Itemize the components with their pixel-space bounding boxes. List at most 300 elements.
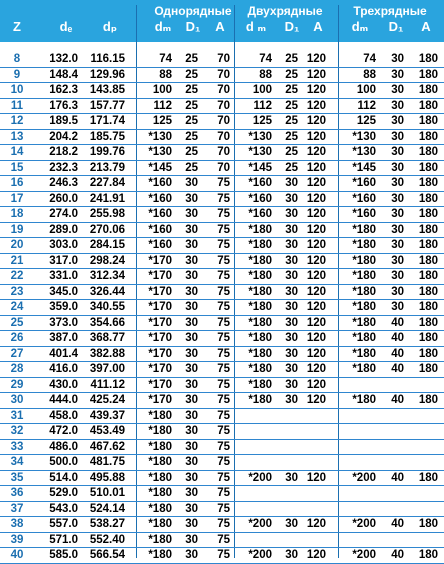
cell-de: 359.0: [49, 301, 78, 313]
cell-triple-a: 180: [418, 471, 438, 484]
col-de: dₑ: [59, 19, 73, 34]
cell-dp: 481.75: [89, 456, 125, 468]
cell-single-dm: *180: [148, 549, 172, 561]
table-row: [0, 192, 444, 208]
cell-double-dm: *200: [248, 518, 272, 530]
cell-triple-d1: 40: [391, 471, 404, 484]
cell-single-d1: 25: [185, 115, 198, 127]
cell-triple-dm: *160: [352, 208, 376, 220]
cell-z: 11: [10, 99, 24, 112]
cell-dp: 143.85: [89, 84, 125, 96]
col-single-a: A: [215, 19, 225, 34]
cell-dp: 298.24: [89, 254, 125, 267]
cell-single-dm: *160: [148, 208, 172, 220]
table-row: [0, 378, 444, 394]
cell-triple-d1: 30: [391, 68, 404, 81]
cell-single-a: 70: [217, 146, 230, 158]
table-row: [0, 285, 444, 301]
cell-dp: 241.91: [89, 192, 125, 205]
cell-double-dm: 100: [252, 84, 272, 96]
cell-single-dm: 100: [152, 84, 172, 96]
cell-double-d1: 30: [285, 394, 298, 406]
cell-single-dm: *170: [148, 394, 172, 406]
cell-single-dm: *180: [148, 471, 172, 484]
cell-double-a: 120: [306, 471, 326, 484]
cell-z: 21: [10, 254, 24, 267]
cell-double-dm: *160: [248, 208, 272, 220]
cell-triple-dm: *180: [352, 316, 376, 329]
cell-single-a: 70: [217, 53, 230, 65]
cell-double-d1: 30: [285, 177, 298, 189]
cell-z: 14: [10, 146, 24, 158]
cell-double-d1: 30: [285, 316, 298, 329]
cell-de: 303.0: [49, 239, 78, 251]
cell-single-d1: 30: [185, 487, 198, 499]
cell-triple-d1: 40: [391, 332, 404, 344]
cell-z: 32: [10, 425, 24, 437]
cell-dp: 129.96: [89, 68, 125, 81]
cell-triple-d1: 30: [391, 53, 404, 65]
table-row: [0, 502, 444, 518]
cell-single-a: 75: [217, 301, 230, 313]
cell-single-d1: 30: [185, 363, 198, 375]
cell-z: 26: [10, 332, 24, 344]
cell-de: 176.3: [49, 99, 78, 112]
cell-single-dm: *160: [148, 192, 172, 205]
cell-single-dm: 112: [153, 99, 172, 112]
cell-double-d1: 30: [285, 471, 298, 484]
cell-single-dm: *170: [148, 254, 172, 267]
cell-triple-a: 180: [418, 332, 438, 344]
cell-double-d1: 25: [285, 68, 298, 81]
cell-double-d1: 30: [285, 332, 298, 344]
cell-double-d1: 30: [285, 363, 298, 375]
cell-double-a: 120: [306, 239, 326, 251]
cell-single-dm: *180: [148, 518, 172, 530]
cell-triple-d1: 30: [391, 161, 404, 174]
cell-double-d1: 25: [285, 99, 298, 112]
cell-dp: 524.14: [89, 502, 125, 515]
cell-double-d1: 25: [285, 146, 298, 158]
cell-triple-d1: 30: [391, 177, 404, 189]
cell-triple-dm: *130: [352, 146, 376, 158]
cell-triple-a: 180: [418, 84, 438, 96]
cell-single-dm: *130: [148, 130, 172, 143]
cell-triple-dm: *200: [352, 549, 376, 561]
cell-de: 162.3: [49, 84, 78, 96]
table-row: [0, 533, 444, 549]
cell-double-d1: 30: [285, 549, 298, 561]
cell-double-d1: 25: [285, 53, 298, 65]
cell-triple-d1: 30: [391, 301, 404, 313]
cell-de: 387.0: [49, 332, 78, 344]
cell-triple-a: 180: [418, 347, 438, 360]
cell-double-a: 120: [306, 130, 326, 143]
col-double-d1: D₁: [284, 19, 300, 34]
cell-triple-d1: 30: [391, 270, 404, 282]
cell-triple-dm: *180: [352, 332, 376, 344]
cell-z: 37: [10, 502, 24, 515]
table-row: [0, 471, 444, 487]
cell-double-d1: 30: [285, 270, 298, 282]
cell-z: 40: [10, 549, 24, 561]
cell-double-dm: *180: [248, 270, 272, 282]
table-row: [0, 440, 444, 456]
cell-single-d1: 30: [185, 192, 198, 205]
cell-double-d1: 25: [285, 130, 298, 143]
cell-de: 529.0: [49, 487, 78, 499]
cell-triple-dm: *145: [352, 161, 376, 174]
cell-single-dm: *130: [148, 146, 172, 158]
cell-single-a: 75: [217, 316, 230, 329]
cell-single-dm: *180: [148, 409, 172, 422]
cell-single-a: 75: [217, 363, 230, 375]
cell-double-dm: *180: [248, 363, 272, 375]
cell-z: 36: [10, 487, 24, 499]
cell-single-a: 75: [217, 471, 230, 484]
cell-de: 543.0: [49, 502, 78, 515]
cell-de: 486.0: [49, 440, 78, 453]
cell-triple-d1: 30: [391, 146, 404, 158]
cell-single-dm: *170: [148, 285, 172, 298]
cell-triple-d1: 40: [391, 363, 404, 375]
cell-dp: 326.44: [89, 285, 125, 298]
cell-triple-d1: 40: [391, 394, 404, 406]
cell-double-dm: *160: [248, 177, 272, 189]
cell-triple-a: 180: [418, 239, 438, 251]
cell-double-d1: 30: [285, 285, 298, 298]
cell-z: 19: [10, 223, 24, 236]
cell-de: 472.0: [49, 425, 78, 437]
cell-triple-d1: 40: [391, 316, 404, 329]
cell-dp: 185.75: [89, 130, 125, 143]
col-dp: dₚ: [102, 19, 118, 34]
cell-dp: 495.88: [89, 471, 125, 484]
cell-double-a: 120: [306, 177, 326, 189]
cell-single-dm: 74: [159, 53, 172, 65]
cell-z: 20: [10, 239, 24, 251]
cell-triple-d1: 30: [391, 285, 404, 298]
cell-triple-a: 180: [418, 270, 438, 282]
cell-double-d1: 30: [285, 378, 298, 391]
table-row: [0, 161, 444, 177]
cell-double-dm: *180: [248, 394, 272, 406]
cell-z: 15: [10, 161, 24, 174]
cell-triple-dm: *180: [352, 394, 376, 406]
cell-double-dm: *200: [248, 471, 272, 484]
cell-double-d1: 30: [285, 192, 298, 205]
cell-single-a: 75: [217, 409, 230, 422]
cell-single-d1: 25: [185, 99, 198, 112]
table-row: [0, 300, 444, 316]
cell-z: 18: [10, 208, 24, 220]
cell-z: 13: [10, 130, 24, 143]
cell-double-a: 120: [306, 161, 326, 174]
cell-single-d1: 30: [185, 502, 198, 515]
cell-de: 260.0: [49, 192, 78, 205]
cell-double-d1: 25: [285, 161, 298, 174]
table-body: [0, 52, 444, 564]
cell-double-a: 120: [306, 347, 326, 360]
cell-double-d1: 25: [285, 84, 298, 96]
cell-double-a: 120: [306, 254, 326, 267]
cell-single-d1: 30: [185, 533, 198, 546]
cell-single-dm: 125: [152, 115, 172, 127]
cell-triple-dm: 74: [363, 53, 376, 65]
cell-de: 189.5: [49, 115, 78, 127]
cell-dp: 213.79: [89, 161, 125, 174]
cell-z: 22: [10, 270, 24, 282]
cell-single-d1: 30: [185, 394, 198, 406]
cell-triple-a: 180: [418, 363, 438, 375]
cell-single-dm: *160: [148, 177, 172, 189]
cell-triple-d1: 40: [391, 347, 404, 360]
cell-single-d1: 30: [185, 440, 198, 453]
cell-single-d1: 30: [185, 332, 198, 344]
cell-single-a: 75: [217, 347, 230, 360]
cell-dp: 312.34: [89, 270, 125, 282]
cell-de: 514.0: [49, 471, 78, 484]
cell-triple-d1: 30: [391, 239, 404, 251]
cell-double-a: 120: [306, 285, 326, 298]
cell-de: 373.0: [49, 316, 78, 329]
cell-single-a: 70: [217, 115, 230, 127]
cell-single-a: 75: [217, 440, 230, 453]
col-triple-d1: D₁: [388, 19, 404, 34]
cell-single-d1: 30: [185, 208, 198, 220]
cell-triple-d1: 30: [391, 115, 404, 127]
table-row: [0, 114, 444, 130]
cell-triple-dm: 125: [356, 115, 376, 127]
cell-de: 557.0: [49, 518, 78, 530]
cell-single-d1: 30: [185, 270, 198, 282]
cell-single-d1: 30: [185, 301, 198, 313]
cell-z: 10: [10, 84, 24, 96]
cell-double-a: 120: [306, 84, 326, 96]
table-row: [0, 455, 444, 471]
cell-triple-dm: *180: [352, 301, 376, 313]
cell-de: 430.0: [49, 378, 78, 391]
cell-z: 29: [10, 378, 24, 391]
cell-double-dm: *130: [248, 146, 272, 158]
cell-single-a: 75: [217, 378, 230, 391]
cell-triple-a: 180: [418, 53, 438, 65]
cell-de: 500.0: [49, 456, 78, 468]
cell-dp: 116.15: [90, 53, 125, 65]
cell-single-dm: *170: [148, 270, 172, 282]
cell-single-dm: 88: [159, 68, 172, 81]
cell-dp: 157.77: [89, 99, 125, 112]
cell-de: 317.0: [49, 254, 78, 267]
cell-single-a: 75: [217, 502, 230, 515]
cell-dp: 171.74: [89, 115, 125, 127]
col-triple-dm: dₘ: [351, 19, 369, 34]
table-row: [0, 238, 444, 254]
cell-triple-d1: 30: [391, 99, 404, 112]
cell-z: 30: [10, 394, 24, 406]
cell-triple-d1: 30: [391, 254, 404, 267]
cell-dp: 382.88: [89, 347, 125, 360]
cell-dp: 199.76: [89, 146, 125, 158]
cell-double-a: 120: [306, 394, 326, 406]
cell-single-dm: *180: [148, 440, 172, 453]
cell-double-d1: 30: [285, 208, 298, 220]
cell-triple-a: 180: [418, 254, 438, 267]
cell-triple-a: 180: [418, 130, 438, 143]
cell-triple-a: 180: [418, 301, 438, 313]
table-row: [0, 548, 444, 564]
cell-single-a: 75: [217, 254, 230, 267]
table-header: [0, 0, 444, 42]
cell-de: 401.4: [49, 347, 78, 360]
cell-double-dm: *200: [248, 549, 272, 561]
cell-single-dm: *180: [148, 502, 172, 515]
cell-triple-a: 180: [418, 115, 438, 127]
col-z: Z: [13, 19, 21, 34]
cell-dp: 255.98: [89, 208, 125, 220]
cell-triple-dm: 88: [363, 68, 376, 81]
table-row: [0, 269, 444, 285]
cell-double-d1: 25: [285, 115, 298, 127]
cell-dp: 510.01: [89, 487, 125, 499]
col-single-d1: D₁: [185, 19, 201, 34]
cell-double-a: 120: [306, 208, 326, 220]
cell-triple-a: 180: [418, 192, 438, 205]
cell-dp: 467.62: [89, 440, 125, 453]
cell-double-d1: 30: [285, 254, 298, 267]
cell-triple-a: 180: [418, 316, 438, 329]
cell-single-d1: 30: [185, 456, 198, 468]
cell-dp: 270.06: [89, 223, 125, 236]
cell-single-dm: *170: [148, 347, 172, 360]
cell-single-d1: 30: [185, 254, 198, 267]
cell-double-d1: 30: [285, 347, 298, 360]
cell-double-d1: 30: [285, 301, 298, 313]
cell-single-dm: *180: [148, 487, 172, 499]
table-row: [0, 99, 444, 115]
cell-double-dm: *180: [248, 347, 272, 360]
cell-triple-a: 180: [418, 161, 438, 174]
cell-single-d1: 25: [185, 161, 198, 174]
cell-single-a: 70: [217, 99, 230, 112]
table-row: [0, 393, 444, 409]
cell-triple-a: 180: [418, 549, 438, 561]
cell-double-dm: *180: [248, 378, 272, 391]
group-double-row: Двухрядные: [247, 4, 323, 18]
cell-triple-d1: 30: [391, 223, 404, 236]
cell-double-dm: *180: [248, 254, 272, 267]
cell-single-d1: 30: [185, 177, 198, 189]
cell-dp: 340.55: [89, 301, 125, 313]
cell-triple-a: 180: [418, 177, 438, 189]
cell-dp: 227.84: [89, 177, 125, 189]
cell-single-a: 70: [217, 161, 230, 174]
cell-de: 246.3: [49, 177, 78, 189]
cell-triple-a: 180: [418, 68, 438, 81]
cell-double-a: 120: [306, 68, 326, 81]
cell-single-d1: 30: [185, 223, 198, 236]
cell-single-a: 75: [217, 192, 230, 205]
group-triple-row: Трехрядные: [353, 4, 427, 18]
cell-double-dm: *145: [248, 161, 272, 174]
cell-double-dm: *180: [248, 223, 272, 236]
cell-triple-dm: *200: [352, 518, 376, 530]
cell-triple-d1: 30: [391, 84, 404, 96]
cell-double-a: 120: [306, 192, 326, 205]
cell-double-a: 120: [306, 549, 326, 561]
cell-single-d1: 30: [185, 378, 198, 391]
cell-de: 274.0: [49, 208, 78, 220]
cell-de: 289.0: [49, 223, 78, 236]
table-row: [0, 331, 444, 347]
table-row: [0, 207, 444, 223]
cell-single-d1: 25: [185, 53, 198, 65]
cell-double-d1: 30: [285, 239, 298, 251]
cell-single-dm: *170: [148, 301, 172, 313]
cell-single-d1: 25: [185, 84, 198, 96]
cell-dp: 368.77: [89, 332, 125, 344]
cell-triple-a: 180: [418, 146, 438, 158]
cell-triple-a: 180: [418, 518, 438, 530]
cell-z: 17: [10, 192, 24, 205]
cell-single-dm: *170: [148, 378, 172, 391]
cell-dp: 425.24: [89, 394, 125, 406]
cell-z: 27: [10, 347, 24, 360]
cell-z: 28: [10, 363, 24, 375]
cell-triple-dm: *180: [352, 254, 376, 267]
cell-single-a: 75: [217, 177, 230, 189]
cell-double-d1: 30: [285, 518, 298, 530]
cell-triple-dm: 100: [356, 84, 376, 96]
cell-single-dm: *170: [148, 316, 172, 329]
cell-de: 345.0: [49, 285, 78, 298]
table-row: [0, 176, 444, 192]
cell-z: 23: [10, 285, 24, 298]
cell-single-d1: 30: [185, 549, 198, 561]
cell-triple-dm: *180: [352, 285, 376, 298]
cell-z: 34: [10, 456, 24, 468]
cell-triple-dm: *180: [352, 239, 376, 251]
table-row: [0, 424, 444, 440]
cell-triple-a: 180: [418, 394, 438, 406]
cell-single-dm: *180: [148, 533, 172, 546]
cell-single-d1: 25: [185, 130, 198, 143]
col-single-dm: dₘ: [154, 19, 172, 34]
table-row: [0, 254, 444, 270]
cell-de: 571.0: [49, 533, 78, 546]
table-row: [0, 316, 444, 332]
cell-double-a: 120: [306, 53, 326, 65]
cell-single-a: 70: [217, 84, 230, 96]
cell-single-d1: 30: [185, 425, 198, 437]
table-row: [0, 83, 444, 99]
cell-double-dm: *180: [248, 301, 272, 313]
cell-double-a: 120: [306, 301, 326, 313]
cell-single-a: 75: [217, 518, 230, 530]
cell-double-a: 120: [306, 518, 326, 530]
cell-double-a: 120: [306, 223, 326, 236]
cell-z: 8: [13, 53, 21, 65]
table-row: [0, 409, 444, 425]
cell-single-dm: *180: [148, 456, 172, 468]
cell-single-d1: 30: [185, 409, 198, 422]
cell-single-a: 75: [217, 533, 230, 546]
table-row: [0, 517, 444, 533]
cell-z: 31: [10, 409, 24, 422]
cell-double-a: 120: [306, 270, 326, 282]
group-single-row: Однорядные: [154, 4, 232, 18]
cell-triple-dm: *130: [352, 130, 376, 143]
